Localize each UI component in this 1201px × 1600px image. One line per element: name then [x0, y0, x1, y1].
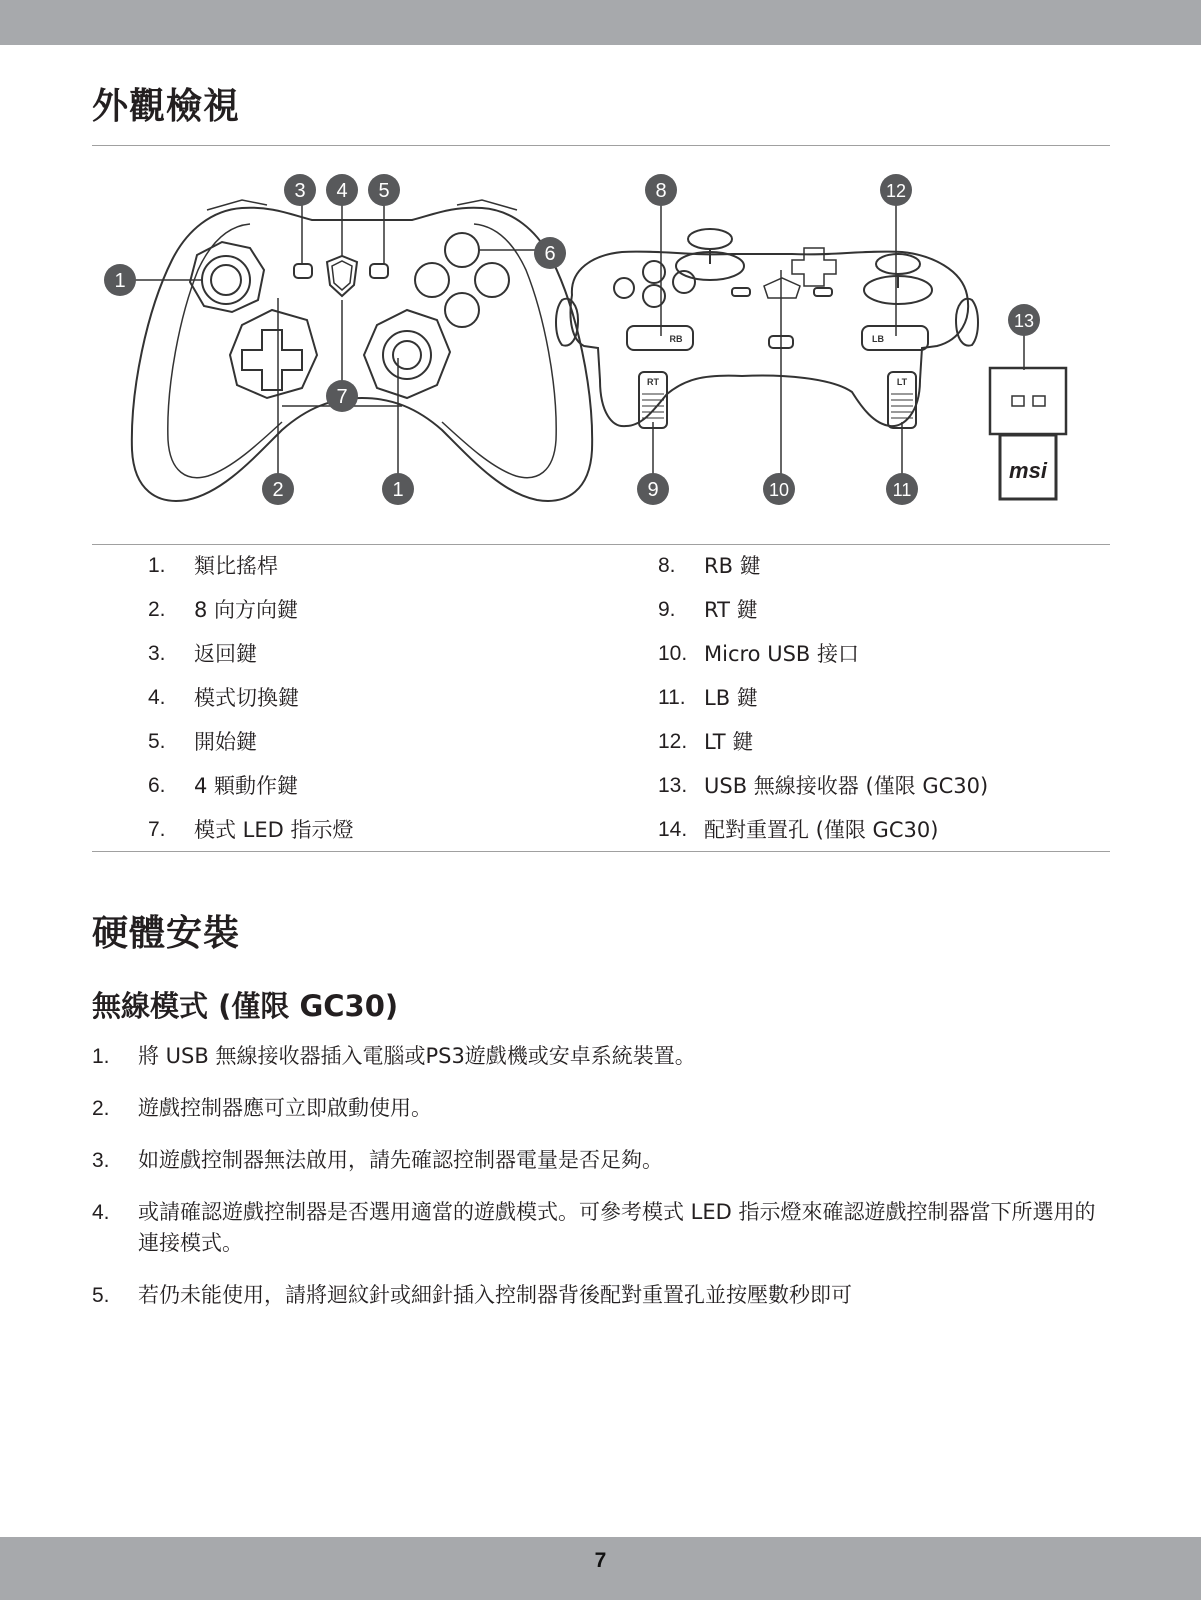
svg-text:11: 11 [892, 480, 912, 500]
divider [92, 851, 1110, 852]
list-item: 1. 將 USB 無線接收器插入電腦或PS3遊戲機或安卓系統裝置。 [92, 1044, 696, 1068]
callout-10 [763, 473, 795, 505]
wireless-mode-title: 無線模式 (僅限 GC30) [92, 989, 399, 1023]
list-item: 4. 模式切換鍵 [148, 686, 299, 710]
list-item: 2. 遊戲控制器應可立即啟動使用。 [92, 1096, 432, 1120]
svg-text:3: 3 [294, 180, 306, 202]
svg-text:13: 13 [1013, 311, 1035, 331]
svg-text:5: 5 [378, 180, 390, 202]
install-steps [92, 1041, 1112, 1332]
list-item: 3. 如遊戲控制器無法啟用，請先確認控制器電量是否足夠。 [92, 1148, 663, 1172]
svg-text:6: 6 [544, 243, 556, 265]
svg-text:1: 1 [392, 479, 404, 501]
parts-list-left [148, 554, 354, 862]
callout-5 [368, 174, 400, 206]
list-item: 11. LB 鍵 [658, 686, 758, 710]
overview-title: 外觀檢視 [92, 86, 241, 127]
list-item: 1. 類比搖桿 [148, 554, 278, 578]
svg-text:9: 9 [647, 479, 659, 501]
header-bar [0, 0, 1201, 45]
rb-label: RB [669, 334, 683, 344]
page-number: 7 [594, 1549, 607, 1572]
svg-text:8: 8 [655, 180, 667, 202]
list-item: 5. 若仍未能使用，請將迴紋針或細針插入控制器背後配對重置孔並按壓數秒即可 [92, 1283, 852, 1307]
callout-4 [326, 174, 358, 206]
msi-logo: msi [1009, 458, 1047, 483]
list-item: 13. USB 無線接收器 (僅限 GC30) [658, 774, 989, 798]
callout-8 [645, 174, 677, 206]
controller-diagram [92, 160, 1110, 540]
list-item: 4. 或請確認遊戲控制器是否選用適當的遊戲模式。可參考模式 LED 指示燈來確認遊戲控制器當下所選用的連接模式。 [92, 1200, 1096, 1255]
callout-13 [1008, 304, 1040, 336]
callout-12 [880, 174, 912, 206]
list-item: 12. LT 鍵 [658, 730, 754, 754]
svg-text:10: 10 [768, 480, 790, 500]
divider [92, 145, 1110, 146]
callout-3 [284, 174, 316, 206]
svg-text:4: 4 [336, 180, 348, 202]
installation-title: 硬體安裝 [92, 913, 241, 954]
svg-text:12: 12 [885, 181, 907, 201]
list-item: 2. 8 向方向鍵 [148, 598, 299, 622]
parts-list-right [658, 554, 988, 862]
list-item: 7. 模式 LED 指示燈 [148, 818, 354, 842]
callout-6 [534, 237, 566, 269]
rt-label: RT [647, 377, 659, 387]
callout-2 [262, 473, 294, 505]
callout-11 [886, 473, 918, 505]
callout-9 [637, 473, 669, 505]
list-item: 10. Micro USB 接口 [658, 642, 859, 666]
svg-text:2: 2 [272, 479, 284, 501]
svg-text:1: 1 [114, 270, 126, 292]
list-item: 8. RB 鍵 [658, 554, 761, 578]
list-item: 3. 返回鍵 [148, 642, 257, 666]
list-item: 5. 開始鍵 [148, 730, 257, 754]
list-item: 14. 配對重置孔 (僅限 GC30) [658, 818, 939, 842]
callout-7 [326, 380, 358, 412]
lt-label: LT [896, 377, 908, 387]
usb-receiver [990, 368, 1066, 434]
list-item: 6. 4 顆動作鍵 [148, 774, 299, 798]
list-item: 9. RT 鍵 [658, 598, 758, 622]
lb-label: LB [872, 334, 884, 344]
divider [92, 544, 1110, 545]
svg-text:7: 7 [336, 386, 348, 408]
callout-1 [382, 473, 414, 505]
controller-front-body [132, 208, 592, 501]
callout-1 [104, 264, 136, 296]
